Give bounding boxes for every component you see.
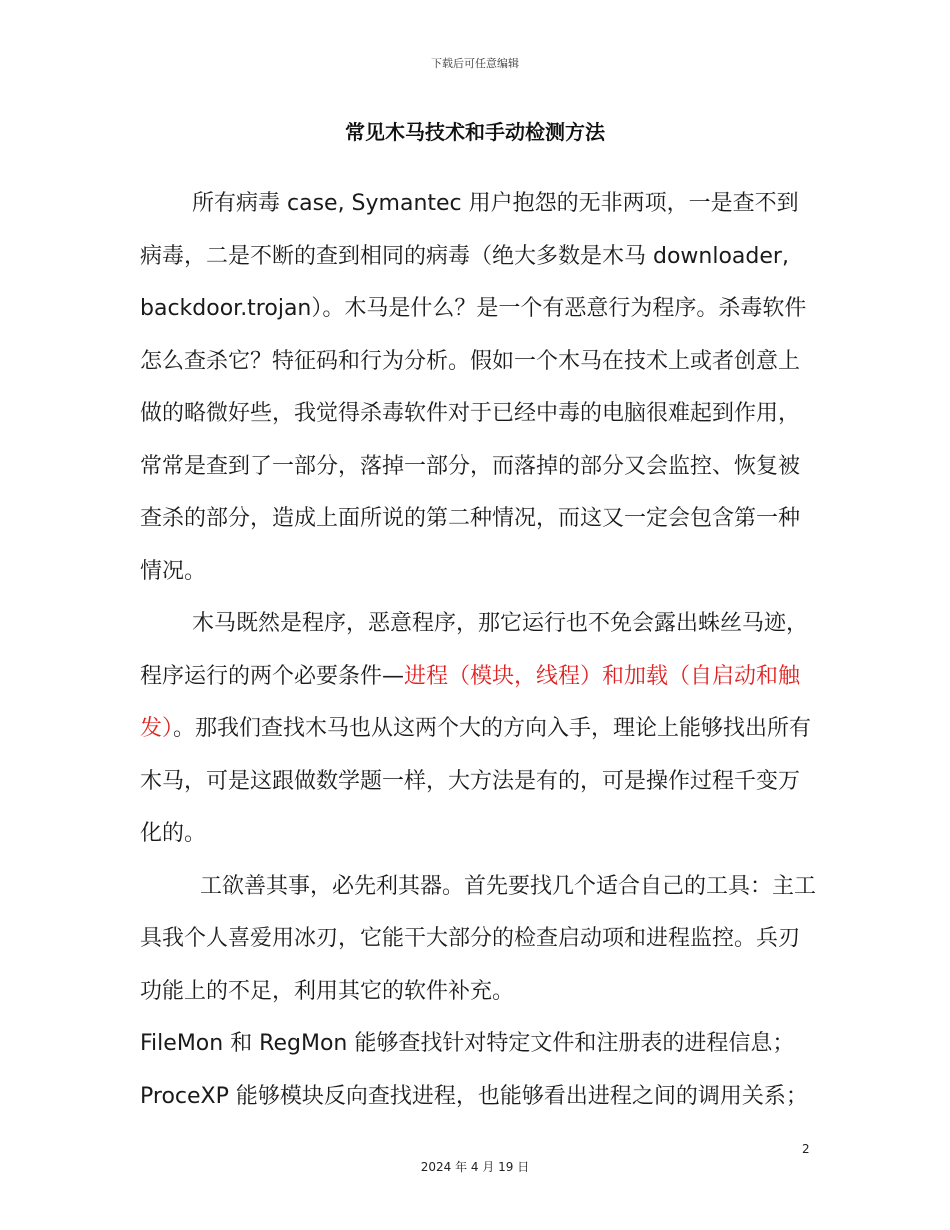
paragraph-2-highlight: 进程（模块，线程）和加载（自启动和触发） xyxy=(140,663,801,741)
paragraph-2 xyxy=(140,598,820,861)
paragraph-1: 所有病毒 case, Symantec 用户抱怨的无非两项，一是查不到病毒，二是不断的查到相同的病毒（绝大多数是木马 downloader, backdoor.trojan）。木马是什么？是一个有恶意行为程序。杀毒软件怎么查杀它？特征码和行为分析。假如一个木马在技术上或者创意上做的略微好些，我觉得杀毒软件对于已经中毒的电脑很难起到作用，常常是查到了一部分，落掉一部分，而落掉的部分又会监控、恢复被查杀的部分，造成上面所说的第二种情况，而这又一定会包含第一种情况。 xyxy=(140,191,807,584)
page-number: 2 xyxy=(802,1142,810,1156)
paragraph-2-part-a: 木马既然是程序，恶意程序，那它运行也不免会露出蛛丝马迹，程序运行的两个必要条件— xyxy=(140,611,809,689)
document-body xyxy=(140,178,820,1123)
document-title: 常见木马技术和手动检测方法 xyxy=(345,120,605,144)
paragraph-3: 工欲善其事，必先利其器。首先要找几个适合自己的工具：主工具我个人喜爱用冰刃，它能干大部分的检查启动项和进程监控。兵刃功能上的不足，利用其它的软件补充。 xyxy=(140,873,817,1004)
page-footer-date: 2024 年 4 月 19 日 xyxy=(420,1160,530,1174)
page-header: 下载后可任意编辑 xyxy=(431,57,519,70)
paragraph-2-part-b: 。那我们查找木马也从这两个大的方向入手，理论上能够找出所有木马，可是这跟做数学题一样，大方法是有的，可是操作过程千变万化的。 xyxy=(140,716,812,846)
paragraph-5: ProceXP 能够模块反向查找进程，也能够看出进程之间的调用关系； xyxy=(140,1083,808,1109)
paragraph-4: FileMon 和 RegMon 能够查找针对特定文件和注册表的进程信息； xyxy=(140,1031,795,1056)
